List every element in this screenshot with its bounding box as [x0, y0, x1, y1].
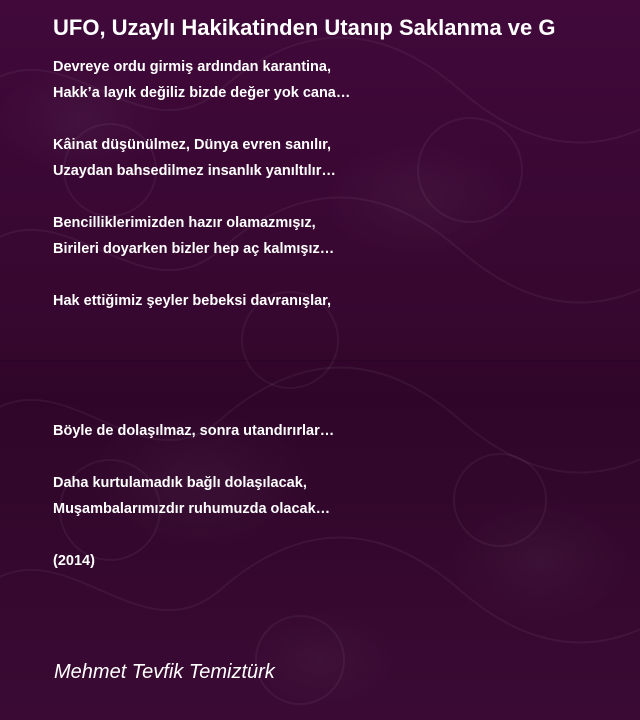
poem-line: Uzaydan bahsedilmez insanlık yanıltılır…	[53, 163, 336, 179]
poem-line: Muşambalarımızdır ruhumuzda olacak…	[53, 501, 331, 517]
poem-year: (2014)	[53, 553, 95, 569]
poem-line: Kâinat düşünülmez, Dünya evren sanılır,	[53, 137, 331, 153]
stanza-gap	[53, 106, 613, 132]
poem-line: Hak ettiğimiz şeyler bebeksi davranışlar,	[53, 293, 332, 309]
poem-line: Devreye ordu girmiş ardından karantina,	[53, 59, 332, 75]
poem-line: Hakk’a layık değiliz bizde değer yok cana…	[53, 85, 351, 101]
poem-body	[53, 54, 613, 574]
poem-line: Daha kurtulamadık bağlı dolaşılacak,	[53, 475, 307, 491]
stanza-gap	[53, 444, 613, 470]
stanza-gap	[53, 522, 613, 548]
page-title: UFO, Uzaylı Hakikatinden Utanıp Saklanma ve G	[53, 15, 556, 40]
stanza-gap	[53, 314, 613, 418]
stanza-gap	[53, 262, 613, 288]
poem-line: Birileri doyarken bizler hep aç kalmışız…	[53, 241, 335, 257]
stanza-gap	[53, 184, 613, 210]
author-name: Mehmet Tevfik Temiztürk	[54, 661, 275, 683]
poem-line: Böyle de dolaşılmaz, sonra utandırırlar…	[53, 423, 335, 439]
poem-line: Bencilliklerimizden hazır olamazmışız,	[53, 215, 316, 231]
